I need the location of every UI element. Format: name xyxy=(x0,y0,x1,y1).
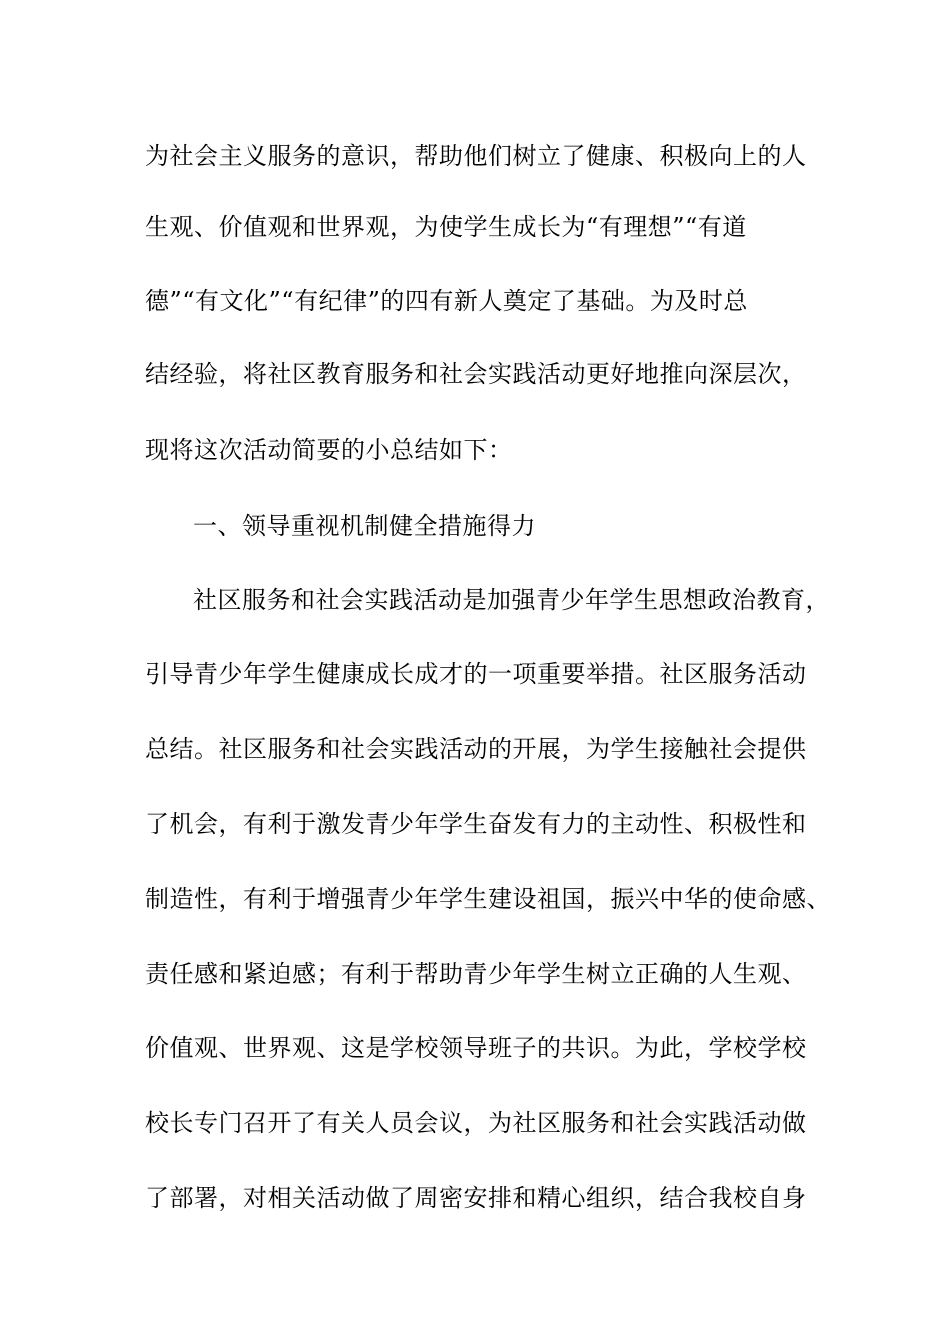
text-line-12: 责任感和紧迫感；有利于帮助青少年学生树立正确的人生观、 xyxy=(145,960,807,988)
text-line-4: 结经验，将社区教育服务和社会实践活动更好地推向深层次， xyxy=(145,360,807,388)
text-line-9: 总结。社区服务和社会实践活动的开展，为学生接触社会提供 xyxy=(145,735,807,763)
text-line-5: 现将这次活动简要的小总结如下： xyxy=(145,436,513,464)
text-line-10: 了机会，有利于激发青少年学生奋发有力的主动性、积极性和 xyxy=(145,810,807,838)
text-line-3: 德”“有文化”“有纪律”的四有新人奠定了基础。为及时总 xyxy=(145,287,748,315)
section-heading: 一、领导重视机制健全措施得力 xyxy=(193,512,536,540)
text-line-8: 引导青少年学生健康成长成才的一项重要举措。社区服务活动 xyxy=(145,660,807,688)
text-line-14: 校长专门召开了有关人员会议，为社区服务和社会实践活动做 xyxy=(145,1109,807,1137)
text-line-2: 生观、价值观和世界观，为使学生成长为“有理想”“有道 xyxy=(145,213,747,241)
text-line-15: 了部署，对相关活动做了周密安排和精心组织，结合我校自身 xyxy=(145,1184,807,1212)
text-line-1: 为社会主义服务的意识，帮助他们树立了健康、积极向上的人 xyxy=(145,142,807,170)
text-line-7: 社区服务和社会实践活动是加强青少年学生思想政治教育， xyxy=(193,586,830,614)
text-line-11: 制造性，有利于增强青少年学生建设祖国，振兴中华的使命感、 xyxy=(145,885,831,913)
text-line-13: 价值观、世界观、这是学校领导班子的共识。为此，学校学校 xyxy=(145,1034,807,1062)
